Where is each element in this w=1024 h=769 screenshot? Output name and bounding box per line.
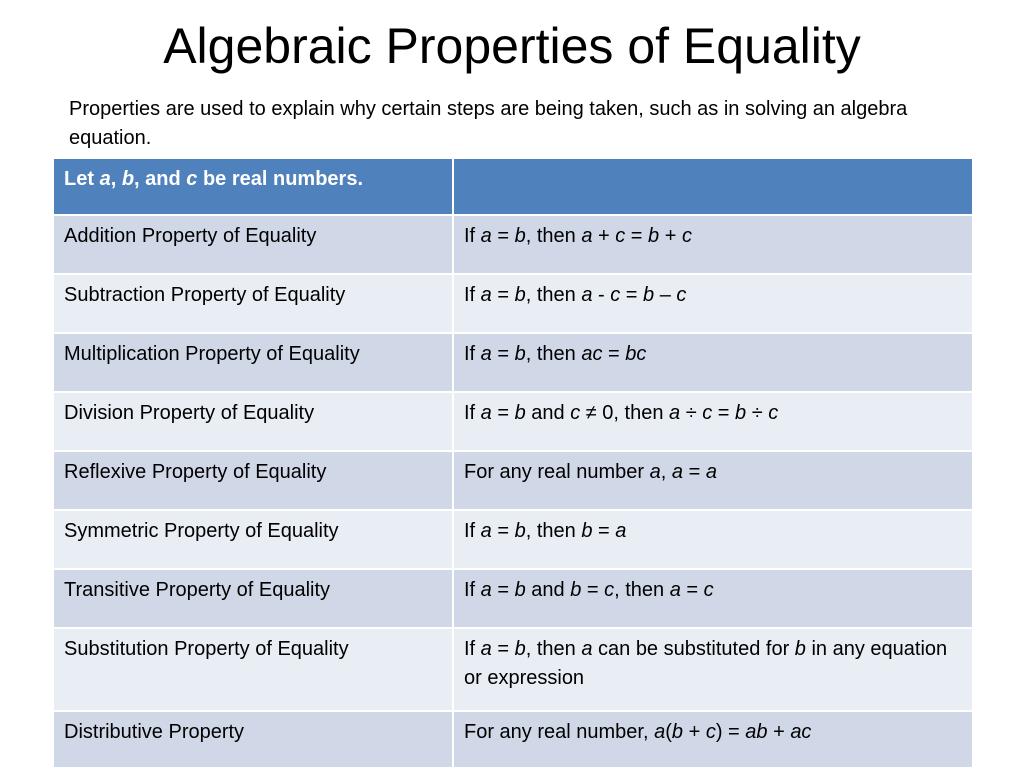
variable-text: b <box>514 225 526 247</box>
property-name-cell: Distributive Property <box>53 711 453 768</box>
property-statement-cell: For any real number a, a = a <box>453 451 973 510</box>
variable-text: a <box>669 579 681 601</box>
variable-text: b <box>514 638 526 660</box>
variable-text: b <box>514 579 526 601</box>
variable-text: bc <box>625 343 647 365</box>
property-name-cell: Addition Property of Equality <box>53 215 453 274</box>
variable-text: a <box>480 402 492 424</box>
table-row <box>53 392 973 451</box>
variable-text: b <box>570 579 582 601</box>
variable-text: ac <box>790 721 812 743</box>
table-row <box>53 274 973 333</box>
variable-text: a <box>615 520 627 542</box>
variable-text: b <box>514 402 526 424</box>
property-statement-cell: If a = b, then a can be substituted for b in any equation or expression <box>453 628 973 711</box>
variable-text: c <box>705 721 716 743</box>
property-statement-cell: If a = b, then ac = bc <box>453 333 973 392</box>
header-cell-variables: Let a, b, and c be real numbers. <box>53 158 453 215</box>
variable-text: c <box>186 168 198 190</box>
table-row <box>53 451 973 510</box>
variable-text: a <box>654 721 666 743</box>
property-statement-cell: If a = b, then b = a <box>453 510 973 569</box>
property-name-cell: Symmetric Property of Equality <box>53 510 453 569</box>
variable-text: b <box>643 284 655 306</box>
header-cell-empty <box>453 158 973 215</box>
properties-table <box>52 157 974 769</box>
variable-text: c <box>570 402 581 424</box>
variable-text: b <box>581 520 593 542</box>
property-name-cell: Transitive Property of Equality <box>53 569 453 628</box>
table-header-row <box>53 158 973 215</box>
variable-text: a <box>480 284 492 306</box>
property-name-cell: Multiplication Property of Equality <box>53 333 453 392</box>
property-statement-cell: If a = b and c ≠ 0, then a ÷ c = b ÷ c <box>453 392 973 451</box>
variable-text: a <box>480 343 492 365</box>
table-row <box>53 333 973 392</box>
variable-text: b <box>794 638 806 660</box>
variable-text: b <box>735 402 747 424</box>
variable-text: a <box>581 284 593 306</box>
property-name-cell: Subtraction Property of Equality <box>53 274 453 333</box>
table-row <box>53 569 973 628</box>
variable-text: a <box>99 168 111 190</box>
variable-text: ac <box>581 343 603 365</box>
variable-text: a <box>581 225 593 247</box>
variable-text: a <box>649 461 661 483</box>
variable-text: b <box>514 284 526 306</box>
slide-title: Algebraic Properties of Equality <box>163 18 861 74</box>
variable-text: a <box>581 638 593 660</box>
variable-text: b <box>648 225 660 247</box>
variable-text: c <box>681 225 692 247</box>
variable-text: a <box>480 225 492 247</box>
variable-text: c <box>604 579 615 601</box>
variable-text: a <box>480 520 492 542</box>
table-body <box>53 215 973 768</box>
variable-text: b <box>514 343 526 365</box>
variable-text: b <box>121 168 135 190</box>
property-statement-cell: If a = b and b = c, then a = c <box>453 569 973 628</box>
variable-text: c <box>610 284 621 306</box>
table-row <box>53 215 973 274</box>
property-statement-cell: If a = b, then a - c = b – c <box>453 274 973 333</box>
property-name-cell: Reflexive Property of Equality <box>53 451 453 510</box>
variable-text: c <box>615 225 626 247</box>
variable-text: b <box>671 721 684 743</box>
property-statement-cell: If a = b, then a + c = b + c <box>453 215 973 274</box>
property-name-cell: Substitution Property of Equality <box>53 628 453 711</box>
variable-text: c <box>676 284 687 306</box>
property-name-cell: Division Property of Equality <box>53 392 453 451</box>
variable-text: a <box>705 461 717 483</box>
table-row <box>53 711 973 768</box>
table-row <box>53 510 973 569</box>
variable-text: a <box>671 461 684 483</box>
variable-text: a <box>480 638 492 660</box>
variable-text: c <box>702 402 713 424</box>
property-statement-cell: For any real number, a(b + c) = ab + ac <box>453 711 973 768</box>
variable-text: a <box>480 579 492 601</box>
variable-text: c <box>768 402 779 424</box>
variable-text: a <box>669 402 681 424</box>
variable-text: b <box>514 520 526 542</box>
variable-text: c <box>703 579 714 601</box>
intro-text: Properties are used to explain why certain steps are being taken, such as in solving an algebra equation. <box>69 98 908 149</box>
table-row <box>53 628 973 711</box>
variable-text: ab <box>745 721 768 743</box>
